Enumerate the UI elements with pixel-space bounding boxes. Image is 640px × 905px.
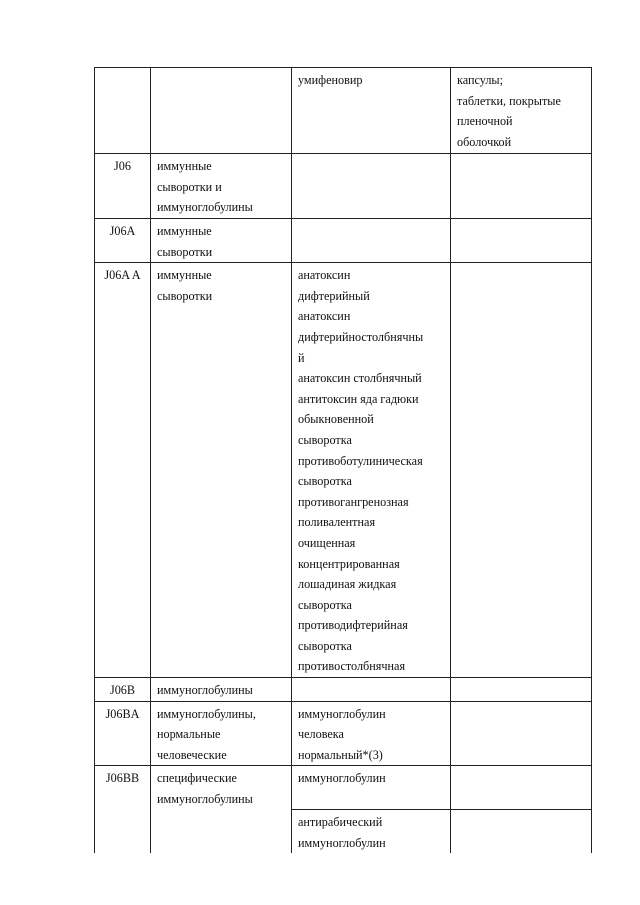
drug-line: умифеновир [298,73,363,87]
group-cell [151,766,292,810]
drug-line: человека [298,727,344,742]
drug-cell [292,154,451,219]
group-line: нормальные [157,727,221,742]
table-row [95,810,592,854]
table-row [95,263,592,678]
group-cell [151,701,292,766]
group-cell [151,154,292,219]
dosage-form-cell [451,68,592,154]
drug-line: нормальный*(3) [298,747,383,762]
drug-line: дифтерийный [298,288,370,303]
drug-line: иммуноглобулин [298,706,386,721]
drug-line: й [298,350,305,365]
group-line: иммуноглобулины, [157,706,256,721]
atc-code-cell: J06 [95,154,151,219]
group-cell [151,263,292,678]
drug-line: поливалентная [298,515,376,530]
form-line: пленочной [457,114,513,129]
dosage-form-cell [451,219,592,263]
atc-code-cell: J06A [95,219,151,263]
table-row [95,701,592,766]
group-cell [151,68,292,154]
drug-line: очищенная [298,535,356,550]
group-line: иммуноглобулины [157,683,253,698]
table-row [95,68,592,154]
form-line: таблетки, покрытые [457,93,561,108]
group-line: иммунные [157,224,212,238]
group-cell [151,219,292,263]
drug-line: лошадиная жидкая [298,577,397,592]
drug-cell [292,68,451,154]
dosage-form-cell [451,810,592,854]
drug-cell [292,810,451,854]
group-line: иммунные [157,268,212,283]
drug-line: анатоксин [298,268,351,283]
dosage-form-cell [451,701,592,766]
atc-code-cell [95,810,151,854]
group-line: специфические [157,771,237,786]
dosage-form-cell [451,766,592,810]
dosage-form-cell [451,678,592,702]
form-line: оболочкой [457,134,512,149]
drug-line: дифтерийностолбнячны [298,329,424,344]
dosage-form-cell [451,263,592,678]
group-cell [151,678,292,702]
group-line: иммунные [157,159,212,173]
group-line: сыворотки [157,288,213,303]
atc-code-cell [95,68,151,154]
drug-line: противоботулиническая [298,453,423,468]
drug-line: антирабический [298,815,383,830]
table-row [95,678,592,702]
drug-line: противостолбнячная [298,659,406,674]
drug-cell [292,263,451,678]
atc-code-cell: J06A A [95,263,151,678]
group-line: сыворотки [157,244,213,259]
drug-line: сыворотка [298,638,352,653]
drug-line: антитоксин яда гадюки [298,391,419,406]
table-row [95,219,592,263]
drug-line: сыворотка [298,432,352,447]
drug-line: анатоксин столбнячный [298,371,422,386]
drug-line: иммуноглобулин [298,835,386,850]
table-row [95,154,592,219]
atc-code-cell: J06BB [95,766,151,810]
table-row [95,766,592,810]
group-line: человеческие [157,747,227,762]
drug-cell [292,219,451,263]
atc-code-cell: J06BA [95,701,151,766]
drug-line: противодифтерийная [298,618,408,633]
group-cell [151,810,292,854]
drug-cell [292,678,451,702]
group-line: иммуноглобулины [157,792,253,807]
drug-line: обыкновенной [298,412,374,427]
drug-cell [292,766,451,810]
drug-line: иммуноглобулин [298,771,386,786]
drug-line: сыворотка [298,597,352,612]
form-line: капсулы; [457,73,503,87]
drug-line: противогангренозная [298,494,409,509]
group-line: сыворотки и [157,179,222,194]
drug-line: сыворотка [298,474,352,489]
drug-line: анатоксин [298,309,351,324]
atc-code-cell: J06B [95,678,151,702]
group-line: иммуноглобулины [157,200,253,215]
drug-cell [292,701,451,766]
medicines-table [94,67,592,853]
dosage-form-cell [451,154,592,219]
drug-line: концентрированная [298,556,400,571]
